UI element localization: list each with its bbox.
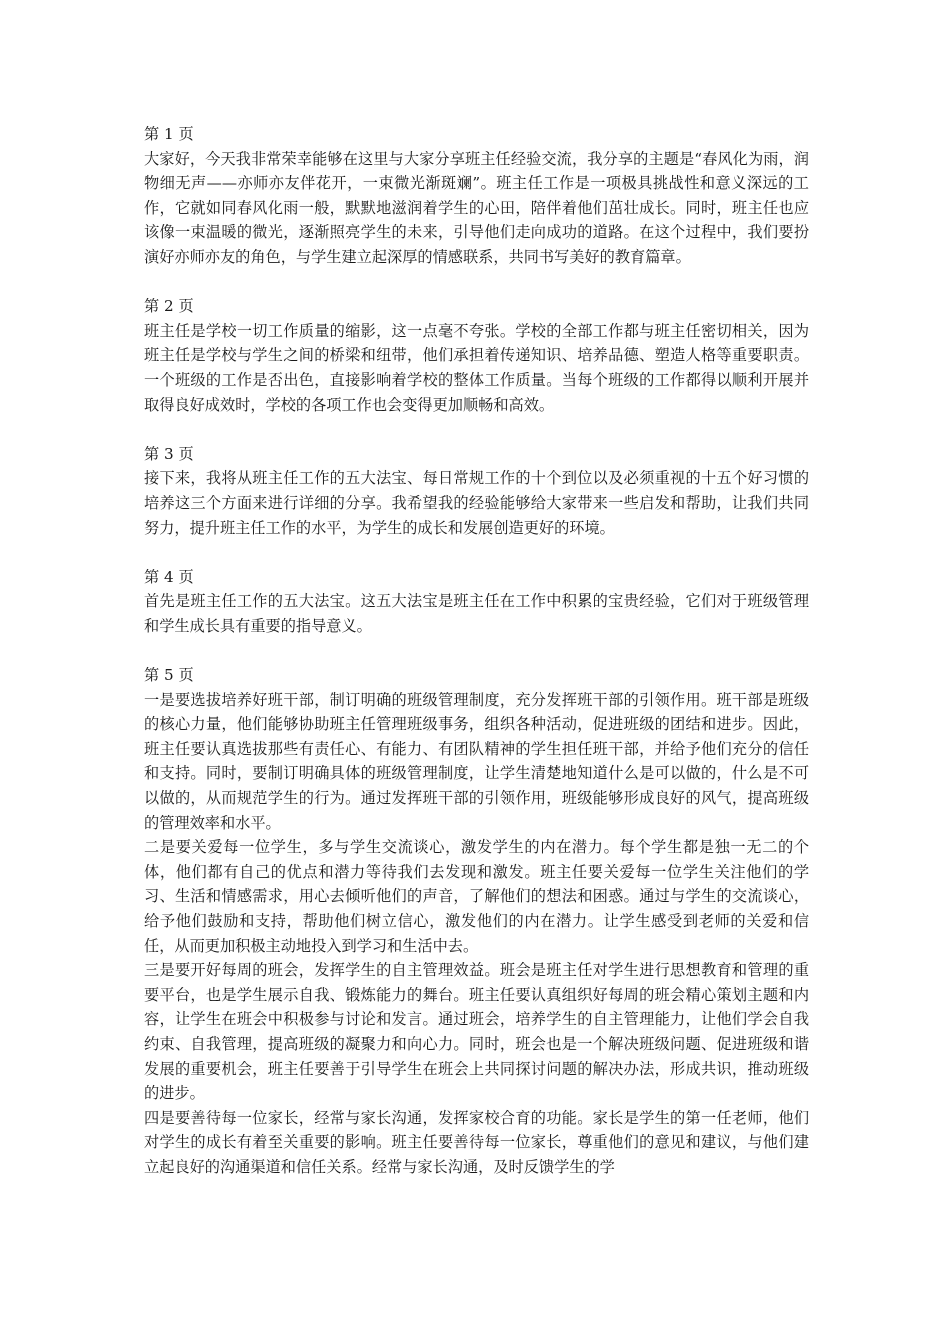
- page-heading: 第 3 页: [144, 444, 194, 463]
- section-page-3: [144, 442, 809, 540]
- section-page-1: [144, 122, 809, 270]
- page-heading: 第 2 页: [144, 297, 194, 316]
- document-page: [144, 122, 809, 1204]
- paragraph: 二是要关爱每一位学生，多与学生交流谈心，激发学生的内在潜力。每个学生都是独一无二的个体，他们都有自己的优点和潜力等待我们去发现和激发。班主任要关爱每一位学生关注他们的学习、生活和情感需求，用心去倾听他们的声音，了解他们的想法和困惑。通过与学生的交流谈心，给予他们鼓励和支持，帮助他们树立信心，激发他们的内在潜力。让学生感受到老师的关爱和信任，从而更加积极主动地投入到学习和生活中去。: [144, 838, 809, 955]
- paragraph: 首先是班主任工作的五大法宝。这五大法宝是班主任在工作中积累的宝贵经验，它们对于班级管理和学生成长具有重要的指导意义。: [144, 592, 809, 635]
- section-page-2: [144, 294, 809, 417]
- section-page-4: [144, 565, 809, 639]
- section-page-5: [144, 663, 809, 1179]
- page-heading: 第 1 页: [144, 125, 194, 143]
- paragraph: 三是要开好每周的班会，发挥学生的自主管理效益。班会是班主任对学生进行思想教育和管理的重要平台，也是学生展示自我、锻炼能力的舞台。班主任要认真组织好每周的班会精心策划主题和内容，让学生在班会中积极参与讨论和发言。通过班会，培养学生的自主管理能力，让他们学会自我约束、自我管理，提高班级的凝聚力和向心力。同时，班会也是一个解决班级问题、促进班级和谐发展的重要机会，班主任要善于引导学生在班会上共同探讨问题的解决办法，形成共识，推动班级的进步。: [144, 961, 809, 1103]
- paragraph: 四是要善待每一位家长，经常与家长沟通，发挥家校合育的功能。家长是学生的第一任老师，他们对学生的成长有着至关重要的影响。班主任要善待每一位家长，尊重他们的意见和建议，与他们建立起良好的沟通渠道和信任关系。经常与家长沟通，及时反馈学生的学: [144, 1108, 809, 1176]
- paragraph: 班主任是学校一切工作质量的缩影，这一点毫不夸张。学校的全部工作都与班主任密切相关，因为班主任是学校与学生之间的桥梁和纽带，他们承担着传递知识、培养品德、塑造人格等重要职责。一个班级的工作是否出色，直接影响着学校的整体工作质量。当每个班级的工作都得以顺利开展并取得良好成效时，学校的各项工作也会变得更加顺畅和高效。: [144, 321, 809, 414]
- paragraph: 大家好，今天我非常荣幸能够在这里与大家分享班主任经验交流，我分享的主题是“春风化为雨，润物细无声——亦师亦友伴花开，一束微光渐斑斓”。班主任工作是一项极具挑战性和意义深远的工作，它就如同春风化雨一般，默默地滋润着学生的心田，陪伴着他们茁壮成长。同时，班主任也应该像一束温暖的微光，逐渐照亮学生的未来，引导他们走向成功的道路。在这个过程中，我们要扮演好亦师亦友的角色，与学生建立起深厚的情感联系，共同书写美好的教育篇章。: [144, 149, 809, 266]
- paragraph: 一是要选拔培养好班干部，制订明确的班级管理制度，充分发挥班干部的引领作用。班干部是班级的核心力量，他们能够协助班主任管理班级事务，组织各种活动，促进班级的团结和进步。因此，班主任要认真选拔那些有责任心、有能力、有团队精神的学生担任班干部，并给予他们充分的信任和支持。同时，要制订明确具体的班级管理制度，让学生清楚地知道什么是可以做的，什么是不可以做的，从而规范学生的行为。通过发挥班干部的引领作用，班级能够形成良好的风气，提高班级的管理效率和水平。: [144, 690, 809, 832]
- page-heading: 第 5 页: [144, 666, 194, 685]
- paragraph: 接下来，我将从班主任工作的五大法宝、每日常规工作的十个到位以及必须重视的十五个好习惯的培养这三个方面来进行详细的分享。我希望我的经验能够给大家带来一些启发和帮助，让我们共同努力，提升班主任工作的水平，为学生的成长和发展创造更好的环境。: [144, 469, 809, 537]
- page-heading: 第 4 页: [144, 567, 194, 586]
